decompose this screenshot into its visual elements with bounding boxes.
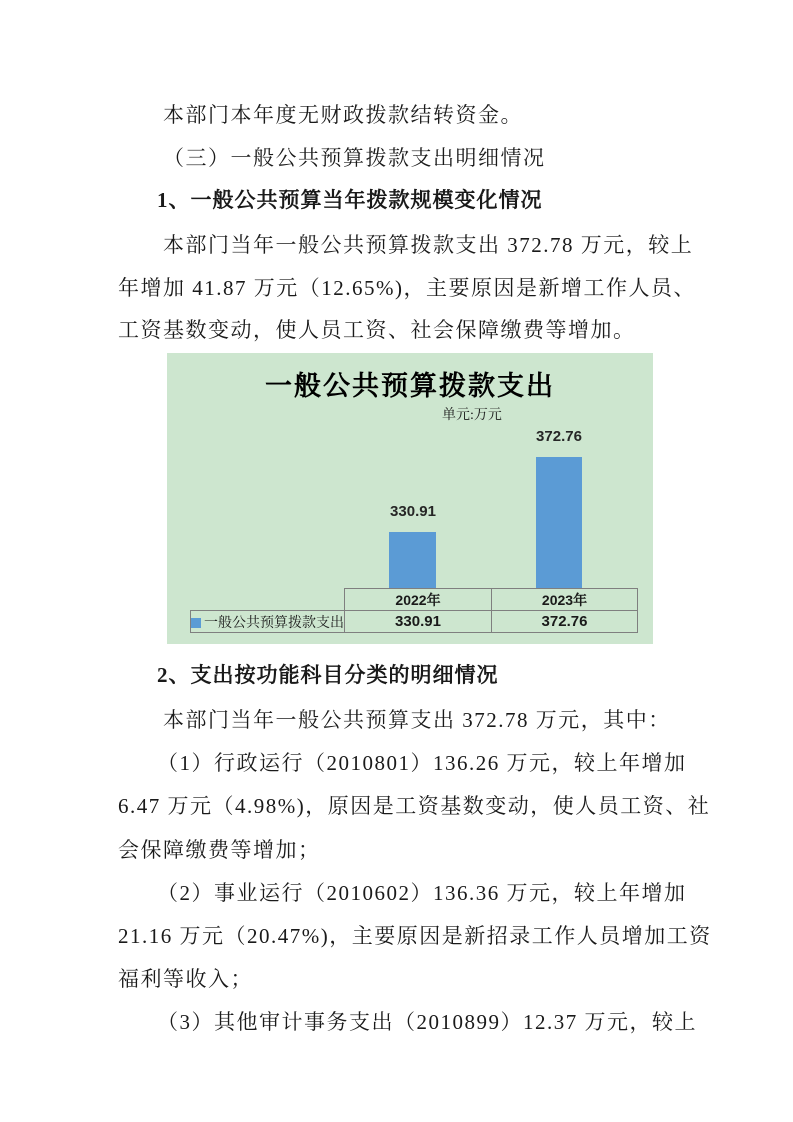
chart-unit-label: 单元:万元 bbox=[442, 408, 502, 423]
body-line: 会保障缴费等增加； bbox=[118, 838, 321, 862]
body-line: 本部门本年度无财政拨款结转资金。 bbox=[163, 103, 523, 127]
subsection-heading: 1、一般公共预算当年拨款规模变化情况 bbox=[157, 188, 543, 212]
body-line: 本部门当年一般公共预算拨款支出 372.78 万元，较上 bbox=[163, 233, 694, 257]
table-header-2023: 2023年 bbox=[492, 589, 638, 611]
subsection-heading: 2、支出按功能科目分类的明细情况 bbox=[157, 663, 499, 687]
section-heading: （三）一般公共预算拨款支出明细情况 bbox=[163, 146, 546, 170]
bar-2023 bbox=[536, 457, 582, 588]
bar-data-label-2022: 330.91 bbox=[390, 503, 436, 520]
table-blank-cell bbox=[191, 589, 345, 611]
body-line: 工资基数变动，使人员工资、社会保障缴费等增加。 bbox=[118, 318, 636, 342]
table-header-2022: 2022年 bbox=[345, 589, 492, 611]
legend-cell bbox=[191, 611, 345, 633]
body-line: 年增加 41.87 万元（12.65%)，主要原因是新增工作人员、 bbox=[118, 276, 696, 300]
body-line: 福利等收入； bbox=[118, 967, 253, 991]
bar-2022 bbox=[389, 532, 436, 588]
legend-marker-icon bbox=[191, 618, 201, 628]
bar-chart bbox=[167, 353, 653, 644]
table-value-2022: 330.91 bbox=[345, 611, 492, 633]
chart-title: 一般公共预算拨款支出 bbox=[265, 371, 555, 401]
bar-data-label-2023: 372.76 bbox=[536, 428, 582, 445]
body-line: 21.16 万元（20.47%)，主要原因是新招录工作人员增加工资 bbox=[118, 924, 712, 948]
legend-label: 一般公共预算拨款支出 bbox=[204, 615, 344, 631]
body-line: （1）行政运行（2010801）136.26 万元，较上年增加 bbox=[157, 751, 687, 775]
chart-data-table bbox=[190, 588, 638, 633]
body-line: 6.47 万元（4.98%)，原因是工资基数变动，使人员工资、社 bbox=[118, 794, 711, 818]
table-value-2023: 372.76 bbox=[492, 611, 638, 633]
body-line: （3）其他审计事务支出（2010899）12.37 万元，较上 bbox=[157, 1010, 697, 1034]
body-line: （2）事业运行（2010602）136.36 万元，较上年增加 bbox=[157, 881, 687, 905]
body-line: 本部门当年一般公共预算支出 372.78 万元，其中： bbox=[163, 708, 671, 732]
